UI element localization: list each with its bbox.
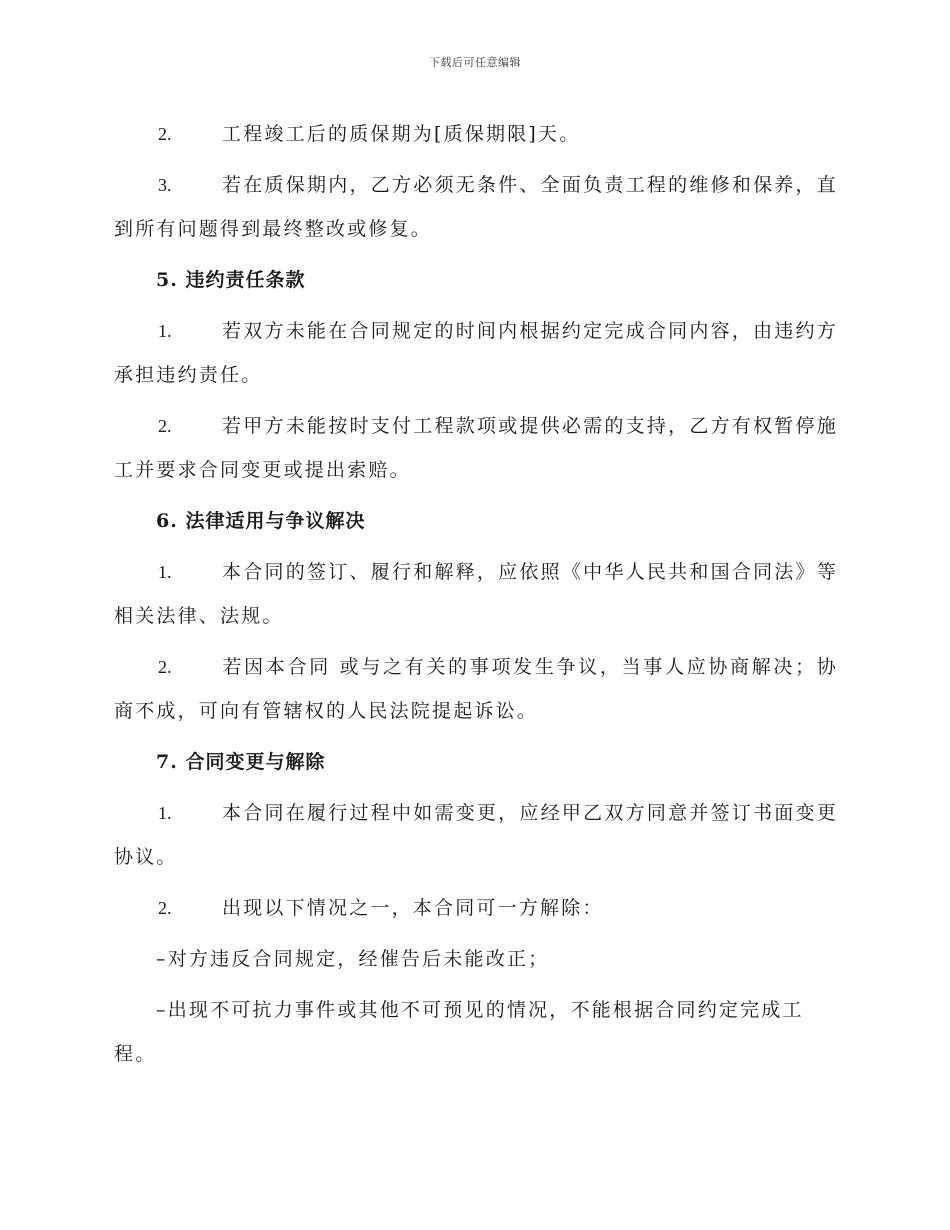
item-number: 2. [158,657,172,677]
item-text: 若因本合同 或与之有关的事项发生争议，当事人应协商解决；协商不成，可向有管辖权的人民法院提起诉讼。 [114,656,838,722]
item-text: 本合同的签订、履行和解释，应依照《中华人民共和国合同法》等相关法律、法规。 [114,561,838,627]
clause-4-item-3 [114,163,838,251]
clause-7-item-2 [114,886,838,930]
clause-7-bullet-1: –对方违反合同规定，经催告后未能改正； [156,948,550,970]
clause-6-item-1 [114,550,838,638]
clause-5-item-2 [114,404,838,492]
item-text: 出现以下情况之一，本合同可一方解除： [222,897,604,919]
section-heading-6: 6. 法律适用与争议解决 [156,510,366,532]
item-text: 若双方未能在合同规定的时间内根据约定完成合同内容，由违约方承担违约责任。 [114,320,838,386]
item-text: 本合同在履行过程中如需变更，应经甲乙双方同意并签订书面变更协议。 [114,802,838,868]
item-text: 若在质保期内，乙方必须无条件、全面负责工程的维修和保养，直到所有问题得到最终整改或修复。 [114,174,838,240]
item-number: 1. [158,321,172,341]
item-text: 若甲方未能按时支付工程款项或提供必需的支持，乙方有权暂停施工并要求合同变更或提出索赔。 [114,415,838,481]
clause-7-item-1 [114,791,838,879]
item-number: 1. [158,803,172,823]
clause-4-item-2 [114,112,838,156]
item-number: 3. [158,175,172,195]
document-body [114,112,838,1083]
item-text: 工程竣工后的质保期为[质保期限]天。 [222,123,581,145]
section-heading-7: 7. 合同变更与解除 [156,751,326,773]
item-number: 2. [158,124,172,144]
item-number: 2. [158,898,172,918]
page-header: 下载后可任意编辑 [429,56,521,69]
clause-6-item-2 [114,645,838,733]
section-heading-5: 5. 违约责任条款 [156,269,306,291]
clause-5-item-1 [114,309,838,397]
item-number: 1. [158,562,172,582]
item-number: 2. [158,416,172,436]
clause-7-bullet-2: –出现不可抗力事件或其他不可预见的情况，不能根据合同约定完成工程。 [114,999,804,1065]
